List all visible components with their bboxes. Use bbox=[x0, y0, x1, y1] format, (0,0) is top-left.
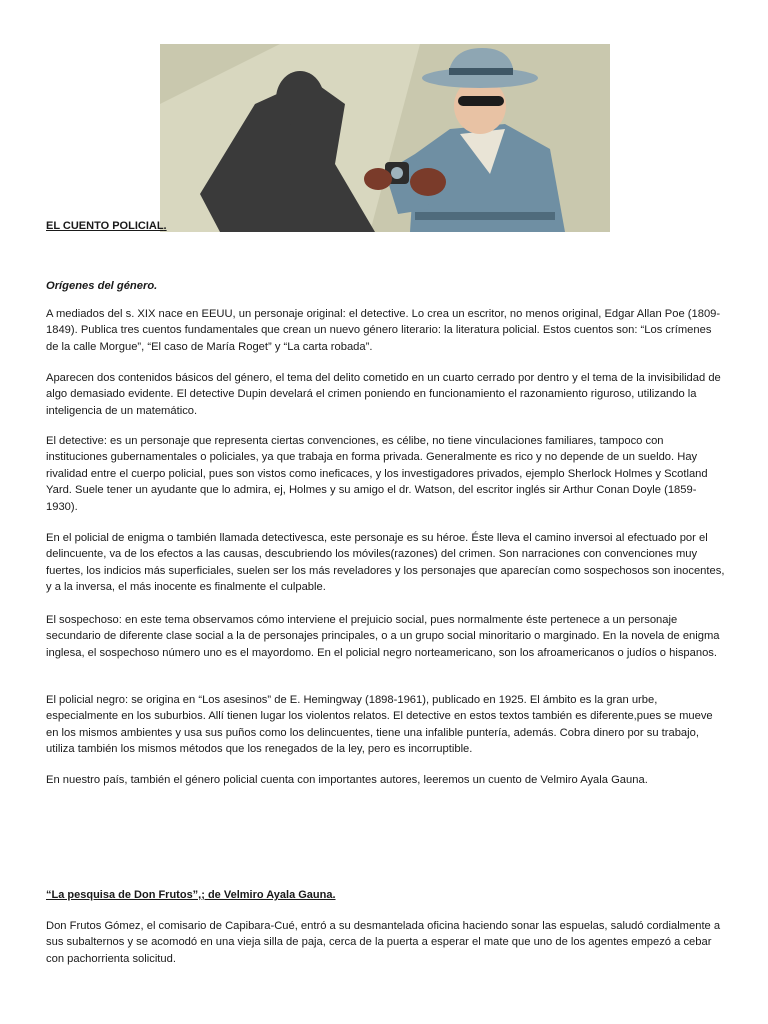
main-title-suffix: . bbox=[163, 220, 167, 232]
paragraph-noir: El policial negro: se origina en “Los asesinos” de E. Hemingway (1898-1961), publicado en 1925. El ámbito es la gran urbe, especialmente en los suburbios. Allí tienen lugar los violentos relatos. El detective en estos textos también es diferente,pues se mueve en los mismos ambientes y usa sus puños como los delincuentes, tiene una infalible puntería, además. Cobra dinero por su trabajo, utiliza también los mismos métodos que los renegados de la ley, pero es incorruptible. bbox=[46, 694, 713, 756]
paragraph-enigma: En el policial de enigma o también llamada detectivesca, este personaje es su héroe. Éste lleva el camino inversoi al efectuado por el delincuente, va de los efectos a las causas, descubriendo los móviles(razones) del crimen. Son narraciones con convenciones muy fuertes, los indicios más superficiales, suelen ser los más reveladores y los personajes que aparecían como sospechosos son inocentes, y a la inversa, el más inocente es finalmente el culpable. bbox=[46, 532, 725, 594]
paragraph-suspect: El sospechoso: en este tema observamos cómo interviene el prejuicio social, pues normalmente éste pertenece a un personaje secundario de diferente clase social a la de personajes principales, o a un grupo social minoritario o marginado. En la novela de enigma inglesa, el sospechoso número uno es el mayordomo. En el policial negro norteamericano, son los afroamericanos o judíos o hispanos. bbox=[46, 614, 720, 659]
section-title: Orígenes del género. bbox=[46, 280, 158, 292]
story-title: “La pesquisa de Don Frutos”,; de Velmiro Ayala Gauna. bbox=[46, 889, 336, 901]
main-title-text: EL CUENTO POLICIAL bbox=[46, 220, 164, 232]
paragraph-contents: Aparecen dos contenidos básicos del género, el tema del delito cometido en un cuarto cerrado por dentro y el tema de la invisibilidad de algo demasiado evidente. El detective Dupin develará el crimen poniendo en funcionamiento el razonamiento riguroso, utilizando la inteligencia de un matemático. bbox=[46, 372, 721, 417]
paragraph-origins: A mediados del s. XIX nace en EEUU, un personaje original: el detective. Lo crea un escritor, no menos original, Edgar Allan Poe (1809-1849). Publica tres cuentos fundamentales que crean un nuevo género literario: la literatura policial. Estos cuentos son: “Los crímenes de la calle Morgue”, “El caso de María Roget” y “La carta robada”. bbox=[46, 308, 721, 353]
paragraph-detective: El detective: es un personaje que representa ciertas convenciones, es célibe, no tiene vinculaciones familiares, tampoco con instituciones gubernamentales o policiales, ya que trabaja en forma privada. Generalmente es rico y no depende de un sueldo. Hay rivalidad entre el cuerpo policial, pues son vistos como ineficaces, y los investigadores privados, ejemplo Sherlock Holmes y Scotland Yard. Suele tener un ayudante que lo admira, ej, Holmes y su amigo el dr. Watson, del escritor inglés sir Arthur Conan Doyle (1859-1930). bbox=[46, 435, 708, 513]
spy-detective-illustration-icon bbox=[160, 44, 610, 232]
story-paragraph: Don Frutos Gómez, el comisario de Capibara-Cué, entró a su desmantelada oficina haciendo sonar las espuelas, saludó cordialmente a sus subalternos y se acomodó en una vieja silla de paja, cerca de la puerta a esperar el mate que uno de los agentes empezó a cebar con pachorrienta solicitud. bbox=[46, 920, 721, 965]
paragraph-country: En nuestro país, también el género policial cuenta con importantes autores, leeremos un cuento de Velmiro Ayala Gauna. bbox=[46, 774, 648, 786]
main-title bbox=[46, 220, 167, 232]
